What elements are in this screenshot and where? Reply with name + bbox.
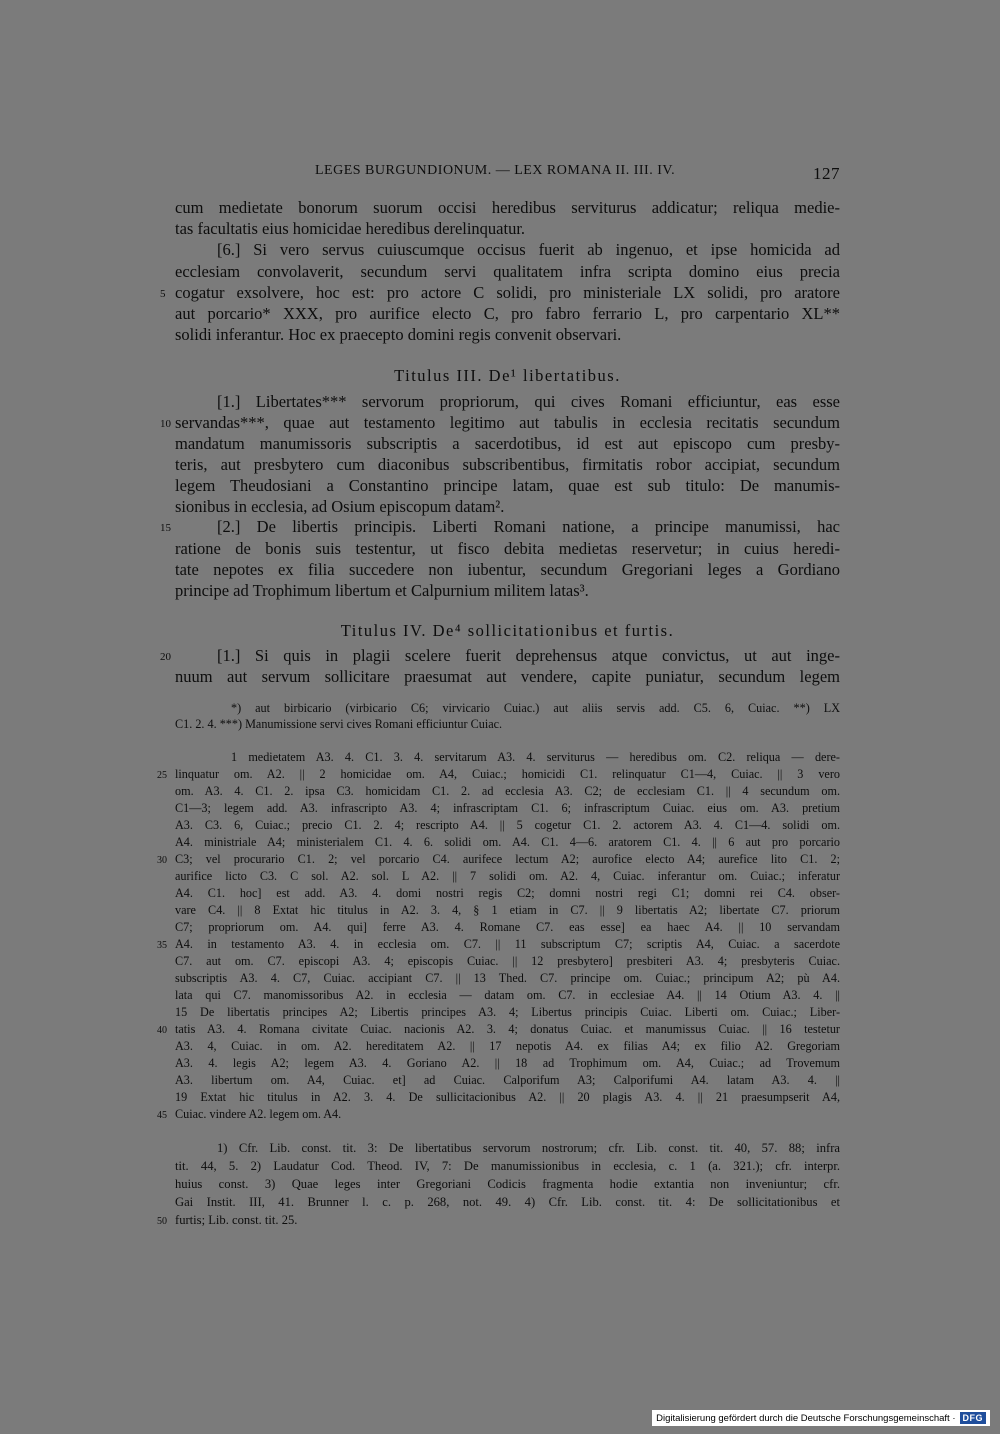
text-line: ratione de bonis suis testentur, ut fisco debita medietas reservetur; in cuius heredi- bbox=[175, 539, 840, 558]
line-number: 30 bbox=[157, 855, 167, 866]
text-line: sionibus in ecclesia, ad Osium episcopum datam². bbox=[175, 497, 505, 516]
banner-text: Digitalisierung gefördert durch die Deutsche Forschungsgemeinschaft · bbox=[656, 1412, 956, 1424]
variant-note: A3. C3. 6, Cuiac.; precio C1. 2. 4; rescripto A4. || 5 cogetur C1. 2. actorem A3. 4. C1—4. solidi om. bbox=[175, 818, 840, 832]
source-note: furtis; Lib. const. tit. 25. bbox=[175, 1213, 298, 1227]
variant-note: 19 Extat hic titulus in A2. 3. 4. De sullicitacionibus A2. || 20 plagis A3. 4. || 21 praesumpserit A4, bbox=[175, 1090, 840, 1104]
variant-note: subscriptis A3. 4. C7, Cuiac. accipiant C7. || 13 Thed. C7. principe om. Cuiac.; principum A2; pù A4. bbox=[175, 971, 840, 985]
page-number: 127 bbox=[813, 164, 840, 183]
variant-note: C3; vel procurario C1. 2; vel porcario C4. aurifece lectum A2; aurofice electo A4; aurefice lito C1. 2; bbox=[175, 852, 840, 866]
text-line: nuum aut servum sollicitare praesumat aut vendere, capite puniatur, secundum legem bbox=[175, 667, 840, 686]
text-line: ecclesiam convolaverit, secundum servi qualitatem infra scripta domino eius precia bbox=[175, 262, 840, 281]
source-note: 1) Cfr. Lib. const. tit. 3: De libertatibus servorum nostrorum; cfr. Lib. const. tit. 40, 57. 88; infra bbox=[217, 1141, 840, 1155]
variant-note: Cuiac. vindere A2. legem om. A4. bbox=[175, 1107, 342, 1121]
text-line: cum medietate bonorum suorum occisi heredibus serviturus addicatur; reliqua medie- bbox=[175, 198, 840, 217]
star-note: C1. 2. 4. ***) Manumissione servi cives Romani efficiuntur Cuiac. bbox=[175, 717, 503, 731]
line-number: 35 bbox=[157, 940, 167, 951]
star-note: *) aut birbicario (virbicario C6; virvicario Cuiac.) aut aliis servis add. C5. 6, Cuiac. **) LX bbox=[231, 701, 840, 715]
line-number: 15 bbox=[160, 522, 171, 534]
text-line: principe ad Trophimum libertum et Calpurnium militem latas³. bbox=[175, 581, 589, 600]
source-note: Gai Instit. III, 41. Brunner l. c. p. 268, not. 49. 4) Cfr. Lib. const. tit. 4: De sollicitationibus et bbox=[175, 1195, 840, 1209]
line-number: 45 bbox=[157, 1110, 167, 1121]
variant-note: A4. in testamento A3. 4. in ecclesia om. C7. || 11 subscriptum C7; scriptis A4, Cuiac. a sacerdote bbox=[175, 937, 840, 951]
source-note: tit. 44, 5. 2) Laudatur Cod. Theod. IV, 7: De manumissionibus in ecclesia, c. 1 (a. 321.); cfr. interpr. bbox=[175, 1159, 840, 1173]
dfg-logo-icon: DFG bbox=[960, 1412, 987, 1424]
line-number: 25 bbox=[157, 770, 167, 781]
header-title: LEGES BURGUNDIONUM. — LEX ROMANA II. III. IV. bbox=[315, 163, 676, 178]
text-line: servandas***, quae aut testamento legitimo aut tabulis in ecclesia recitatis secundum bbox=[175, 413, 840, 432]
text-line: [2.] De libertis principis. Liberti Romani natione, a principe manumissi, hac bbox=[217, 517, 840, 536]
text-line: tate nepotes ex filia succedere non iubentur, secundum Gregoriani leges a Gordiano bbox=[175, 560, 840, 579]
text-line: aut porcario* XXX, pro aurifice electo C, pro fabro ferrario L, pro carpentario XL** bbox=[175, 304, 840, 323]
section-heading: Titulus III. De¹ libertatibus. bbox=[394, 366, 621, 385]
text-line: solidi inferantur. Hoc ex praecepto domini regis convenit observari. bbox=[175, 325, 622, 344]
variant-note: C1—3; legem add. A3. infrascripto A3. 4; infrascriptam C1. 6; infrascriptum Cuiac. eius om. A3. pretium bbox=[175, 801, 840, 815]
funding-banner bbox=[652, 1410, 990, 1426]
variant-note: tatis A3. 4. Romana civitate Cuiac. nacionis A2. 3. 4; donatus Cuiac. et manumissus Cuiac. || 16 testetur bbox=[175, 1022, 840, 1036]
line-number: 10 bbox=[160, 418, 171, 430]
line-number: 50 bbox=[157, 1216, 167, 1227]
variant-note: A4. ministriale A4; ministerialem C1. 4. 6. solidi om. A4. C1. 4—6. aratorem C1. 4. || 6 aut pro porcario bbox=[175, 835, 840, 849]
variant-note: C7. aut om. C7. episcopi A3. 4; episcopis Cuiac. || 12 presbytero] presbiteri A3. 4; presbyteris Cuiac. bbox=[175, 954, 840, 968]
variant-note: A3. libertum om. A4, Cuiac. et] ad Cuiac. Calporifum A3; Calporifumi A4. latam A3. 4. || bbox=[175, 1073, 840, 1087]
section-heading: Titulus IV. De⁴ sollicitationibus et furtis. bbox=[340, 621, 675, 640]
variant-note: A3. 4. legis A2; legem A3. 4. Goriano A2. || 18 ad Trophimum om. A4, Cuiac.; ad Trovemum bbox=[175, 1056, 840, 1070]
variant-note: vare C4. || 8 Extat hic titulus in A2. 3. 4, § 1 etiam in C7. || 9 libertatis A2; libertate C7. priorum bbox=[175, 903, 840, 917]
source-note: huius const. 3) Quae leges inter Gregoriani Codicis fragmenta hodie extantia non inveniuntur; cfr. bbox=[175, 1177, 840, 1191]
variant-note: om. A3. 4. C1. 2. ipsa C3. homicidam C1. 2. ad ecclesia A3. C2; de ecclesiam C1. || 4 secundum om. bbox=[175, 784, 840, 798]
text-line: cogatur exsolvere, hoc est: pro actore C solidi, pro ministeriale LX solidi, pro aratore bbox=[175, 283, 840, 302]
text-line: legem Theudosiani a Constantino principe latam, quae est sub titulo: De manumis- bbox=[175, 476, 840, 495]
line-number: 20 bbox=[160, 651, 171, 663]
variant-note: A3. 4, Cuiac. in om. A2. hereditatem A2. || 17 nepotis A4. ex filias A4; ex filio A2. Gregoriam bbox=[175, 1039, 840, 1053]
text-line: [6.] Si vero servus cuiuscumque occisus fuerit ab ingenuo, et ipse homicida ad bbox=[217, 240, 840, 259]
text-line: teris, aut presbytero cum diaconibus subscribentibus, firmitatis robor accipiat, secundum bbox=[175, 455, 840, 474]
variant-note: 15 De libertatis principes A2; Libertis principes A3. 4; Libertus principis Cuiac. Liberti om. Cuiac.; Liber- bbox=[175, 1005, 840, 1019]
variant-note: 1 medietatem A3. 4. C1. 3. 4. servitarum A3. 4. serviturus — heredibus om. C2. reliqua — dere- bbox=[231, 750, 840, 764]
variant-note: lata qui C7. manomissoribus A2. in ecclesia — datam om. C7. in ecclesiae A4. || 14 Otium A3. 4. || bbox=[175, 988, 840, 1002]
variant-note: C7; propriorum om. A4. qui] ferre A3. 4. Romane C7. eas esse] ea haec A4. || 10 servandam bbox=[175, 920, 840, 934]
text-line: [1.] Libertates*** servorum propriorum, qui cives Romani efficiuntur, eas esse bbox=[217, 392, 840, 411]
variant-note: linquatur om. A2. || 2 homicidae om. A4, Cuiac.; homicidi C1. relinquatur C1—4, Cuiac. || 3 vero bbox=[175, 767, 840, 781]
text-line: tas facultatis eius homicidae heredibus derelinquatur. bbox=[175, 219, 526, 238]
text-line: [1.] Si quis in plagii scelere fuerit deprehensus atque convictus, ut aut inge- bbox=[217, 646, 840, 665]
line-number: 5 bbox=[160, 288, 166, 300]
line-number: 40 bbox=[157, 1025, 167, 1036]
variant-note: A4. C1. hoc] est add. A3. 4. domi nostri regis C2; domni nostri regi C1; domni rei C4. obser- bbox=[175, 886, 840, 900]
variant-note: aurifice licto C3. C sol. A2. sol. L A2. || 7 solidi om. A2. 4, Cuiac. inferantur om. Cuiac.; inferatur bbox=[175, 869, 840, 883]
text-line: mandatum manumissoris subscriptis a sacerdotibus, id est aut episcopo cum presby- bbox=[175, 434, 840, 453]
